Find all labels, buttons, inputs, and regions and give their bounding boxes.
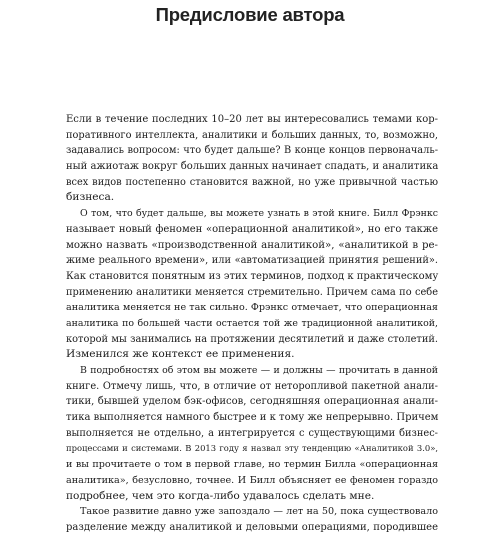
paragraph-4 [66,504,438,535]
text-line: ный ажиотаж вокруг больших данных начинает спадать, и аналитика [66,161,439,173]
text-line: бизнеса. [66,191,115,204]
text-line: выполняется не отдельно, а интегрируется с существующими бизнес- [66,427,438,439]
text-line: которой мы занимались на протяжении десятилетий и даже столетий. [66,333,438,345]
text-line: поративного интеллекта, аналитики и больших данных, то, возможно, [66,129,438,141]
text-line: и вы прочитаете о том в первой главе, но термин Билла «операционная [66,459,438,471]
text-line: О том, что будет дальше, вы можете узнать в этой книге. Билл Фрэнкс [80,208,438,220]
text-line: всех видов постепенно становится важной, но уже привычной частью [66,176,438,188]
text-line: Как становится понятным из этих терминов, подход к практическому [66,270,439,282]
paragraph-2 [66,206,438,363]
text-line: Такое развитие давно уже запоздало — лет на 50, пока существовало [80,506,438,518]
text-line: аналитика меняется не так сильно. Фрэнкс отмечает, что операционная [66,302,438,314]
text-line: задавались вопросом: что будет дальше? В конце концов первоначаль- [66,145,438,157]
text-line: применению аналитики меняется стремительно. Причем сама по себе [66,286,438,298]
text-line: процессами и системами. В 2013 году я назвал эту тенденцию «Аналитикой 3.0», [66,443,438,454]
text-line: можно назвать «производственной аналитикой», «аналитикой в ре- [66,239,438,251]
text-line: разделение между аналитикой и деловыми операциями, породившее [66,521,438,533]
text-line: жиме реального времени», или «автоматизацией принятия решений». [66,255,438,267]
text-line: называет новый феномен «операционной аналитикой», но его также [66,223,438,235]
text-line: Изменился же контекст ее применения. [66,348,295,361]
page-title: Предисловие автора [155,4,345,25]
paragraph-3 [66,363,438,504]
text-line: В подробностях об этом вы можете — и должны — прочитать в данной [80,365,438,376]
text-line: книге. Отмечу лишь, что, в отличие от неторопливой пакетной анали- [66,380,438,392]
text-line: аналитика по большей части остается той же традиционной аналитикой, [66,317,438,329]
text-line: аналитика», безусловно, точнее. И Билл объясняет ее феномен гораздо [66,474,438,486]
text-line: Если в течение последних 10–20 лет вы интересовались темами кор- [66,114,438,125]
text-line: тики, бывшей уделом бэк-офисов, сегодняшняя операционная анали- [66,396,438,408]
text-line: подробнее, чем это когда-либо удавалось сделать мне. [66,489,375,502]
preface-body [66,112,438,536]
paragraph-1 [66,112,438,206]
text-line: тика выполняется намного быстрее и к тому же непрерывно. Причем [66,412,439,424]
